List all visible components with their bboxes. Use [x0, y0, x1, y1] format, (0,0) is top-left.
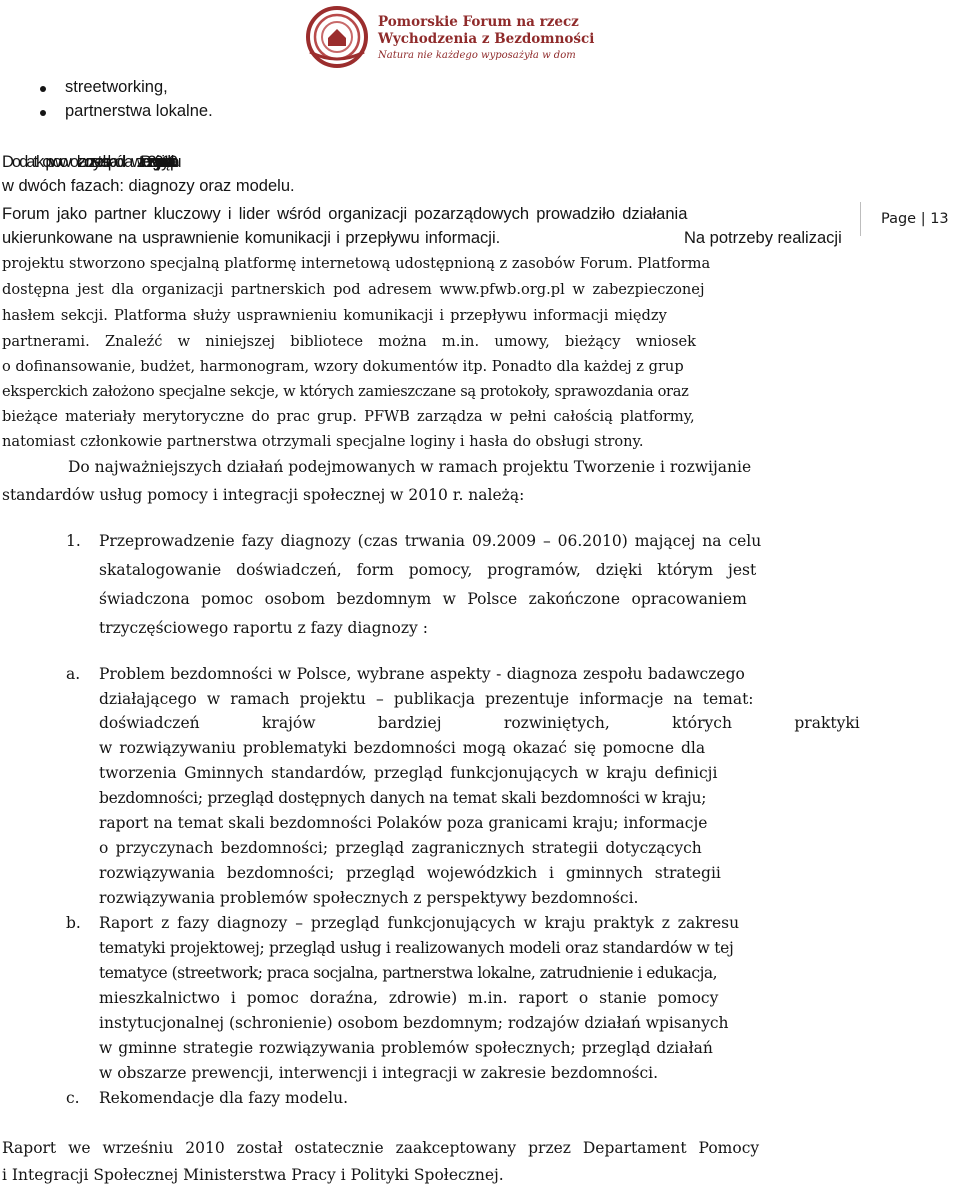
list-marker: c.	[66, 1089, 80, 1107]
paragraph-line: bieżące materiały merytoryczne do prac grup. PFWB zarządza w pełni całością platformy,	[2, 408, 695, 425]
paragraph-line: standardów usług pomocy i integracji społecznej w 2010 r. należą:	[2, 486, 525, 504]
list-item-line: tworzenia Gminnych standardów, przegląd funkcjonujących w kraju definicji	[99, 764, 718, 782]
list-item-line: mieszkalnictwo i pomoc doraźna, zdrowie) m.in. raport o stanie pomocy	[99, 989, 719, 1007]
list-item-line: trzyczęściowego raportu z fazy diagnozy :	[99, 619, 428, 637]
paragraph-line: Do najważniejszych działań podejmowanych w ramach projektu Tworzenie i rozwijanie	[68, 458, 752, 476]
paragraph-line: o dofinansowanie, budżet, harmonogram, wzory dokumentów itp. Ponadto dla każdej z grup	[2, 358, 684, 375]
list-marker: b.	[66, 914, 81, 932]
list-item-line: rozwiązywania bezdomności; przegląd wojewódzkich i gminnych strategii	[99, 864, 721, 882]
logo-title-line2: Wychodzenia z Bezdomności	[378, 31, 595, 47]
list-item-line: w rozwiązywaniu problematyki bezdomności mogą okazać się pomocne dla	[99, 739, 706, 757]
paragraph-line: projektu stworzono specjalną platformę internetową udostępnioną z zasobów Forum. Platforma	[2, 255, 711, 272]
paragraph-line: i Integracji Społecznej Ministerstwa Pracy i Polityki Społecznej.	[2, 1166, 504, 1184]
paragraph-line: w dwóch fazach: diagnozy oraz modelu.	[2, 177, 295, 195]
paragraph-line: ukierunkowane na usprawnienie komunikacji i przepływu informacji.	[2, 229, 501, 247]
list-item-line: Rekomendacje dla fazy modelu.	[99, 1089, 349, 1107]
bullet-item: partnerstwa lokalne.	[65, 102, 213, 120]
list-item-line: o przyczynach bezdomności; przegląd zagranicznych strategii dotyczących	[99, 839, 702, 857]
list-item-line: doświadczeń krajów bardziej rozwiniętych, których praktyki	[99, 714, 860, 732]
list-item-line: tematyce (streetwork; praca socjalna, partnerstwa lokalne, zatrudnienie i edukacja,	[99, 964, 718, 982]
list-item-line: Problem bezdomności w Polsce, wybrane aspekty - diagnoza zespołu badawczego	[99, 665, 745, 683]
list-item-line: instytucjonalnej (schronienie) osobom bezdomnym; rodzajów działań wpisanych	[99, 1014, 729, 1032]
forum-logo-icon	[302, 4, 372, 70]
paragraph-line: Na potrzeby realizacji	[684, 229, 842, 247]
list-item-line: w obszarze prewencji, interwencji i integracji w zakresie bezdomności.	[99, 1064, 659, 1082]
list-marker: a.	[66, 665, 81, 683]
page-number: Page | 13	[860, 202, 958, 236]
list-item-line: skatalogowanie doświadczeń, form pomocy, programów, dzięki którym jest	[99, 561, 757, 579]
logo-title-line1: Pomorskie Forum na rzecz	[378, 14, 579, 30]
list-item-line: bezdomności; przegląd dostępnych danych na temat skali bezdomności w kraju;	[99, 789, 707, 807]
bullet-dot	[40, 86, 46, 92]
paragraph-line: eksperckich założono specjalne sekcje, w których zamieszczane są protokoły, sprawozdania oraz	[2, 383, 689, 400]
bullet-item: streetworking,	[65, 78, 168, 96]
list-item-line: świadczona pomoc osobom bezdomnym w Polsce zakończone opracowaniem	[99, 590, 747, 608]
paragraph-line: natomiast członkowie partnerstwa otrzymali specjalne loginy i hasła do obsługi strony.	[2, 433, 644, 450]
paragraph-line: partnerami. Znaleźć w niniejszej bibliotece można m.in. umowy, bieżący wniosek	[2, 333, 697, 350]
bullet-dot	[40, 110, 46, 116]
paragraph-line: dostępna jest dla organizacji partnerskich pod adresem www.pfwb.org.pl w zabezpieczonej	[2, 281, 705, 298]
list-item-line: Przeprowadzenie fazy diagnozy (czas trwania 09.2009 – 06.2010) mającej na celu	[99, 532, 762, 550]
list-item-line: tematyki projektowej; przegląd usług i realizowanych modeli oraz standardów w tej	[99, 939, 734, 957]
paragraph-line: Dodatkowo powołany został zespół badawczy. Praca grup i zespołu w 2010 r. toczyła się	[2, 153, 171, 171]
paragraph-line: Raport we wrześniu 2010 został ostatecznie zaakceptowany przez Departament Pomocy	[2, 1139, 760, 1157]
paragraph-line: Forum jako partner kluczowy i lider wśród organizacji pozarządowych prowadziło działania	[2, 205, 688, 223]
list-item-line: rozwiązywania problemów społecznych z perspektywy bezdomności.	[99, 889, 639, 907]
list-item-line: działającego w ramach projektu – publikacja prezentuje informacje na temat:	[99, 690, 754, 708]
paragraph-line: hasłem sekcji. Platforma służy usprawnieniu komunikacji i przepływu informacji między	[2, 307, 667, 324]
list-marker: 1.	[66, 532, 81, 550]
list-item-line: raport na temat skali bezdomności Polaków poza granicami kraju; informacje	[99, 814, 708, 832]
header-logo	[302, 4, 595, 70]
list-item-line: w gminne strategie rozwiązywania problemów społecznych; przegląd działań	[99, 1039, 713, 1057]
list-item-line: Raport z fazy diagnozy – przegląd funkcjonujących w kraju praktyk z zakresu	[99, 914, 740, 932]
logo-tagline: Natura nie każdego wyposażyła w dom	[378, 50, 576, 61]
